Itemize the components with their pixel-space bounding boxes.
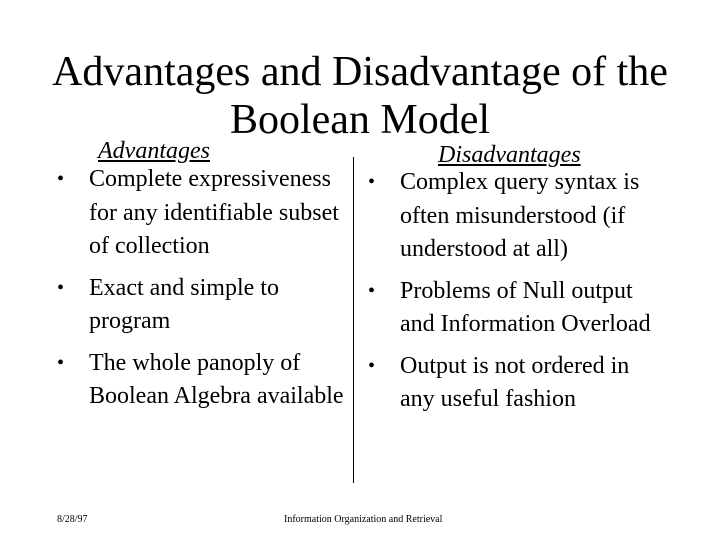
list-item <box>57 347 352 414</box>
bullet-icon: • <box>57 351 65 374</box>
bullet-icon: • <box>57 168 65 190</box>
footer-date: 8/28/97 <box>57 514 88 525</box>
list-item <box>368 166 668 267</box>
list-item-text: The whole panoply of Boolean Algebra available <box>89 349 344 409</box>
list-item-text: Complete expressiveness for any identifiable subset of collection <box>89 166 339 259</box>
list-item-text: Output is not ordered in any useful fashion <box>400 352 630 412</box>
bullet-icon: • <box>368 354 376 377</box>
slide-title: Advantages and Disadvantage of the Boolean Model <box>52 49 668 143</box>
list-item <box>368 350 668 417</box>
list-item-text: Problems of Null output and Information Overload <box>400 277 651 337</box>
list-item-text: Exact and simple to program <box>89 274 279 334</box>
bullet-icon: • <box>57 276 65 299</box>
list-item-text: Complex query syntax is often misunderstood (if understood at all) <box>400 169 640 262</box>
list-item <box>57 163 352 264</box>
advantages-list <box>57 163 352 422</box>
disadvantages-heading: Disadvantages <box>438 142 581 168</box>
disadvantages-list <box>368 166 668 425</box>
bullet-icon: • <box>368 279 376 302</box>
column-divider <box>353 157 354 483</box>
advantages-heading: Advantages <box>98 138 210 164</box>
list-item <box>57 272 352 339</box>
bullet-icon: • <box>368 171 376 193</box>
list-item <box>368 275 668 342</box>
footer-title: Information Organization and Retrieval <box>284 514 443 525</box>
